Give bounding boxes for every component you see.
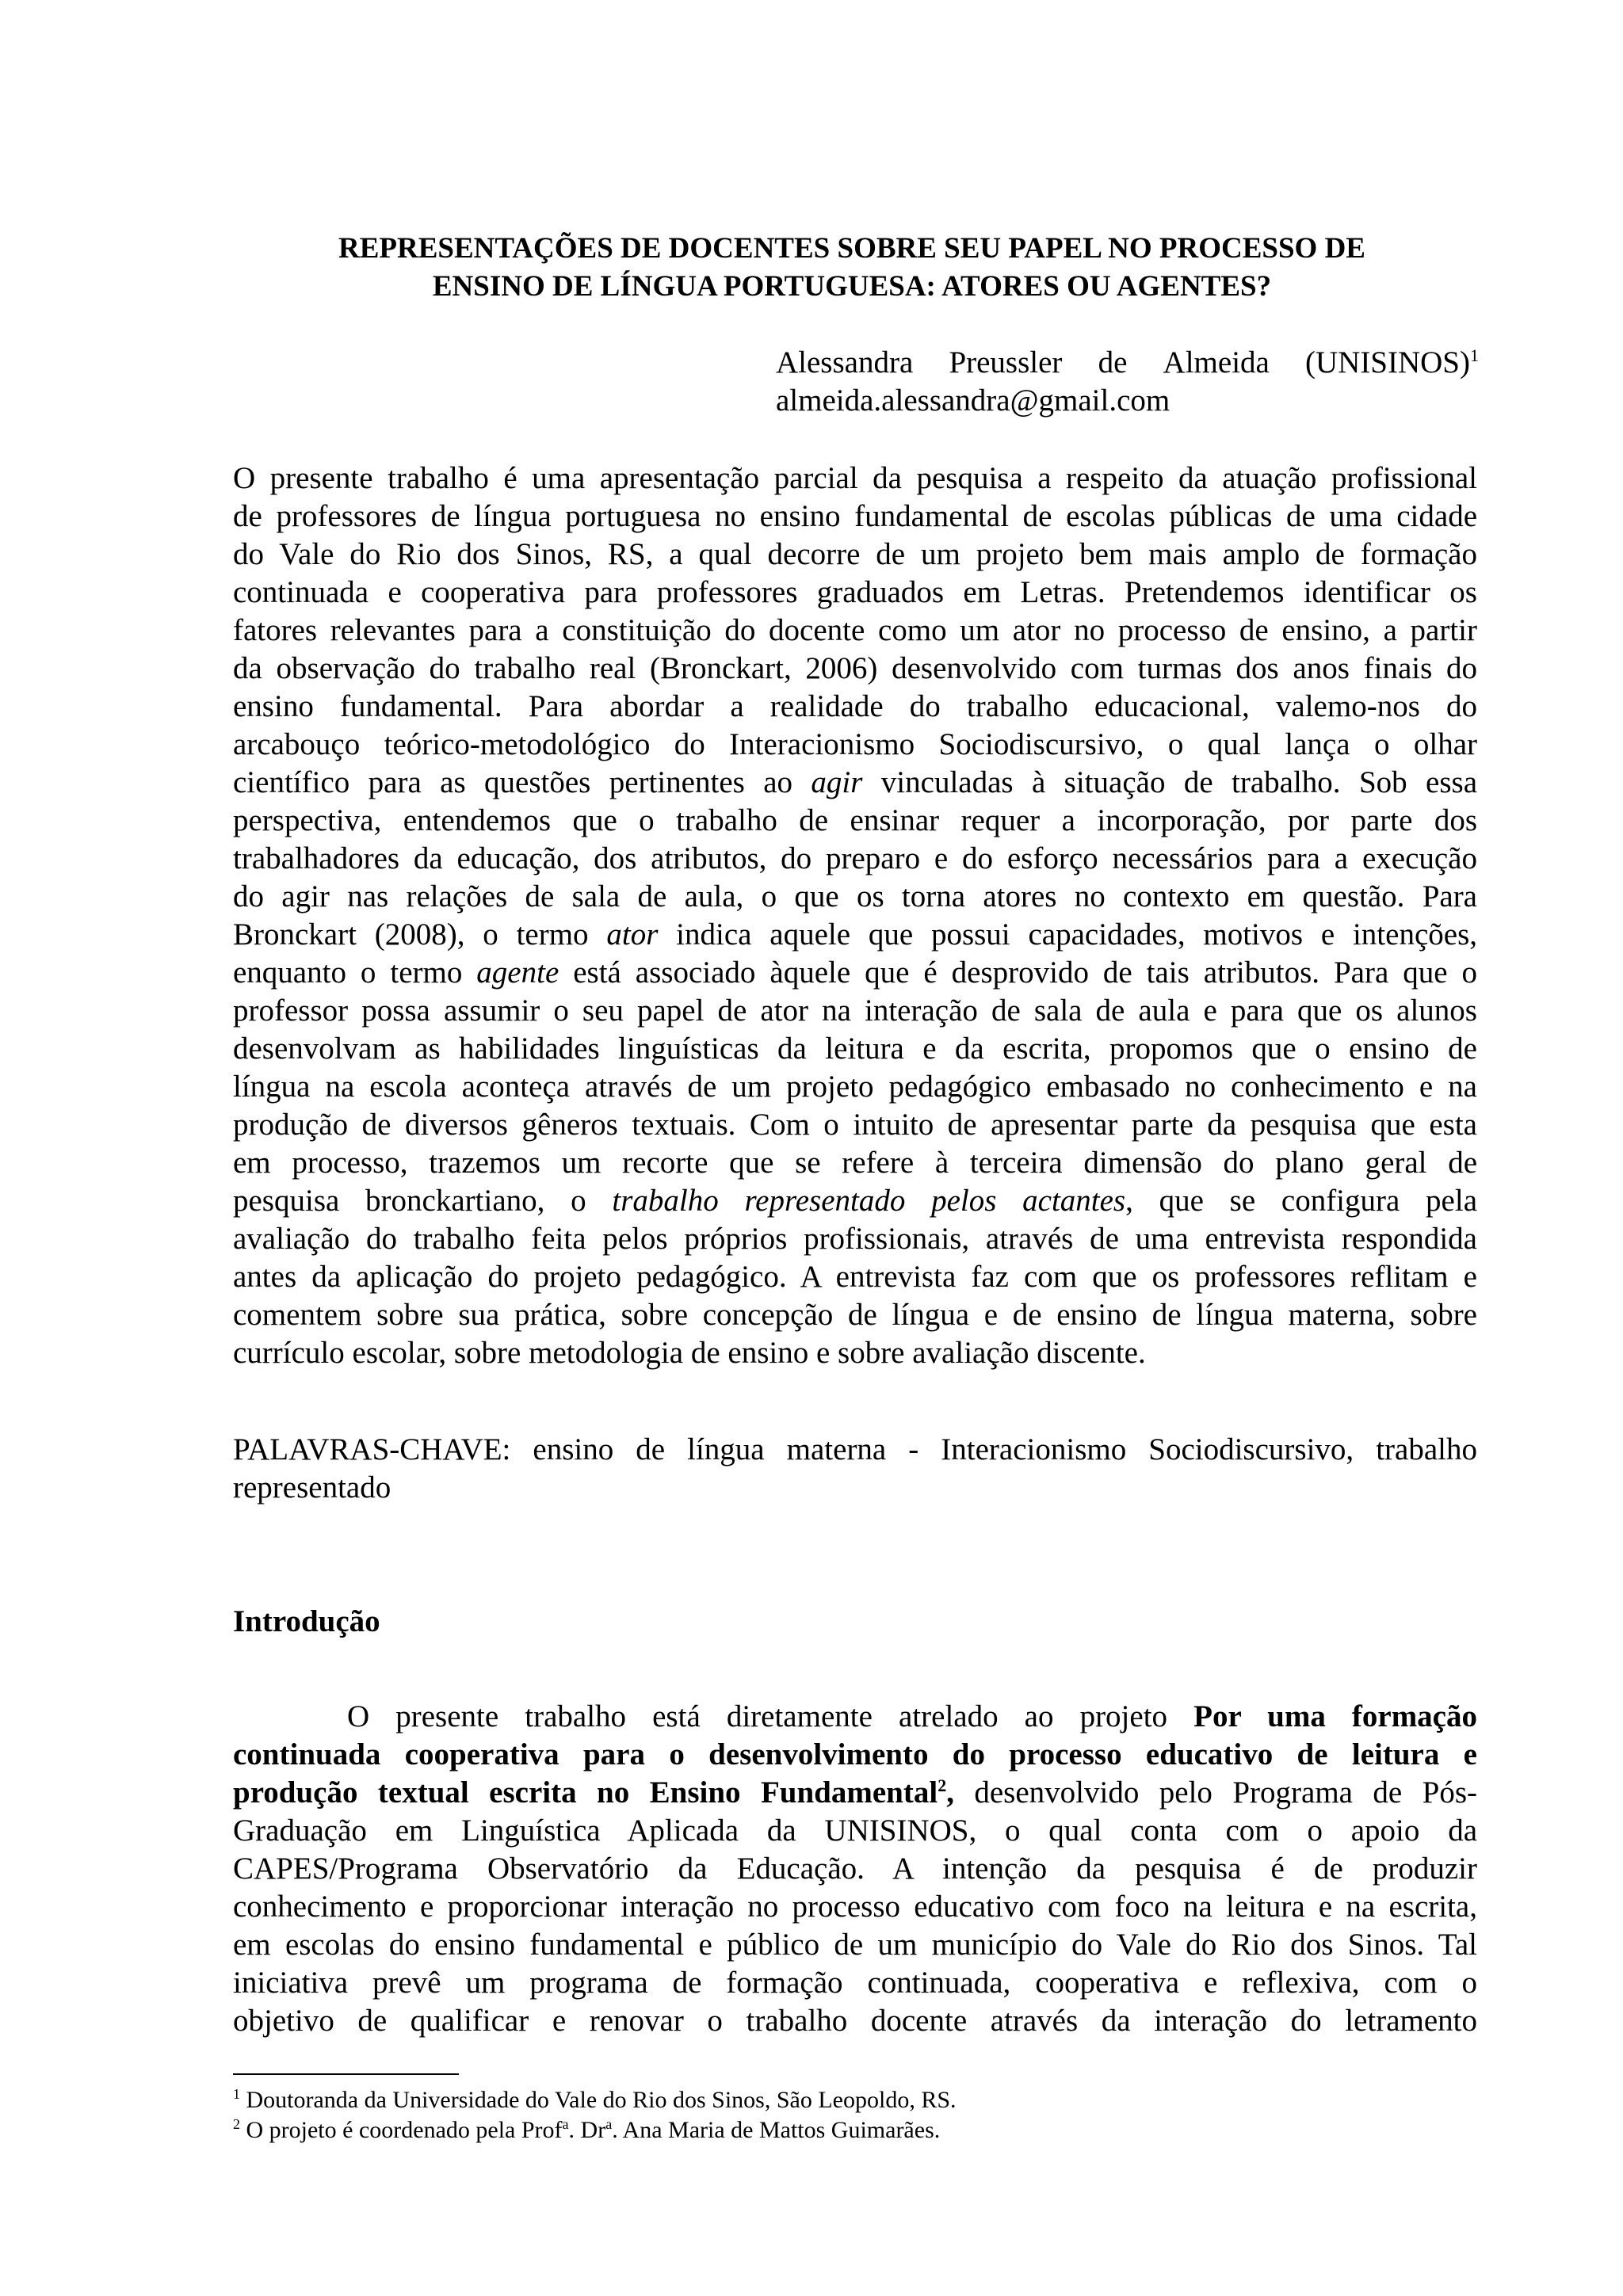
abstract-line: do agir nas relações de sala de aula, o que os torna atores no contexto em questão. Para	[233, 879, 1477, 913]
abstract-line: ensino fundamental. Para abordar a realidade do trabalho educacional, valemo-nos do	[233, 689, 1477, 723]
introduction-body	[233, 1698, 1477, 2040]
author-word: Almeida	[1163, 345, 1270, 379]
intro-line: iniciativa prevê um programa de formação continuada, cooperativa e reflexiva, com o	[233, 1966, 1477, 2000]
abstract-line: fatores relevantes para a constituição do docente como um ator no processo de ensino, a partir	[233, 613, 1477, 647]
italic-term: agente	[476, 955, 559, 990]
keywords	[233, 1431, 1477, 1507]
intro-line: CAPES/Programa Observatório da Educação. A intenção da pesquisa é de produzir	[233, 1852, 1477, 1886]
abstract-line: arcabouço teórico-metodológico do Interacionismo Sociodiscursivo, o qual lança o olhar	[233, 727, 1477, 761]
abstract-line: perspectiva, entendemos que o trabalho de ensinar requer a incorporação, por parte dos	[233, 803, 1477, 837]
abstract-line: do Vale do Rio dos Sinos, RS, a qual decorre de um projeto bem mais amplo de formação	[233, 537, 1477, 571]
author-affiliation: (UNISINOS)$^1$	[1305, 345, 1479, 379]
paper-title-line-1: REPRESENTAÇÕES DE DOCENTES SOBRE SEU PAPEL NO PROCESSO DE	[338, 232, 1365, 265]
keywords-line: PALAVRAS-CHAVE: ensino de língua materna - Interacionismo Sociodiscursivo, trabalho	[233, 1432, 1477, 1466]
abstract-line: científico para as questões pertinentes ao agir vinculadas à situação de trabalho. Sob essa	[233, 765, 1478, 799]
author-name	[776, 344, 1479, 382]
abstract-line: currículo escolar, sobre metodologia de ensino e sobre avaliação discente.	[233, 1336, 1146, 1370]
footnote-1: $^1$ Doutoranda da Universidade do Vale do Rio dos Sinos, São Leopoldo, RS.	[233, 2086, 957, 2113]
author-email: almeida.alessandra@gmail.com	[776, 383, 1170, 418]
abstract-line: pesquisa bronckartiano, o trabalho representado pelos actantes, que se configura pela	[233, 1184, 1478, 1218]
abstract-line: língua na escola aconteça através de um projeto pedagógico embasado no conhecimento e na	[233, 1070, 1477, 1104]
footnotes	[233, 2085, 1477, 2145]
footnote-marker: 1	[233, 2086, 240, 2102]
intro-line	[233, 1736, 1477, 1774]
abstract-line: em processo, trazemos um recorte que se refere à terceira dimensão do plano geral de	[233, 1146, 1477, 1180]
keywords-line: representado	[233, 1470, 391, 1505]
footnote-marker: 1	[1470, 345, 1479, 365]
footnote-2: $^2$ O projeto é coordenado pela Prof$^a$. Dr$^a$. Ana Maria de Mattos Guimarães.	[233, 2116, 941, 2143]
section-heading-introduction: Introdução	[233, 1604, 380, 1638]
author-block	[776, 344, 1479, 420]
author-word: Preussler	[949, 345, 1063, 379]
abstract-line: continuada e cooperativa para professores graduados em Letras. Pretendemos identificar os	[233, 575, 1477, 609]
abstract-line: O presente trabalho é uma apresentação parcial da pesquisa a respeito da atuação profissional	[233, 461, 1477, 495]
abstract-line: da observação do trabalho real (Bronckart, 2006) desenvolvido com turmas dos anos finais do	[233, 651, 1477, 685]
italic-term: ator	[606, 917, 659, 952]
intro-line: objetivo de qualificar e renovar o trabalho docente através da interação do letramento	[233, 2004, 1477, 2038]
abstract-line: produção de diversos gêneros textuais. Com o intuito de apresentar parte da pesquisa que esta	[233, 1108, 1477, 1142]
abstract-line: comentem sobre sua prática, sobre concepção de língua e de ensino de língua materna, sobre	[233, 1298, 1477, 1332]
abstract-line: enquanto o termo agente está associado àquele que é desprovido de tais atributos. Para que o	[233, 955, 1477, 990]
abstract-line: Bronckart (2008), o termo ator indica aquele que possui capacidades, motivos e intenções,	[233, 917, 1478, 952]
footnote-marker: 2	[938, 1775, 947, 1795]
project-title: continuada cooperativa para o desenvolvimento do processo educativo de leitura e	[233, 1737, 1477, 1772]
paper-title-line-2: ENSINO DE LÍNGUA PORTUGUESA: ATORES OU AGENTES?	[432, 270, 1272, 303]
project-title: Por uma formação	[1193, 1699, 1477, 1733]
author-word: Alessandra	[776, 345, 914, 379]
abstract-line: de professores de língua portuguesa no ensino fundamental de escolas públicas de uma cidade	[233, 499, 1477, 533]
italic-term: trabalho representado pelos actantes	[612, 1184, 1126, 1218]
italic-term: agir	[811, 765, 863, 799]
intro-line: Graduação em Linguística Aplicada da UNISINOS, o qual conta com o apoio da	[233, 1814, 1477, 1848]
author-word: de	[1098, 345, 1128, 379]
abstract-line: professor possa assumir o seu papel de ator na interação de sala de aula e para que os alunos	[233, 994, 1477, 1028]
project-title: produção textual escrita no Ensino Fundamental	[233, 1775, 938, 1810]
intro-line: O presente trabalho está diretamente atrelado ao projeto Por uma formação	[347, 1699, 1477, 1733]
intro-line: conhecimento e proporcionar interação no processo educativo com foco na leitura e na escrita,	[233, 1890, 1477, 1924]
intro-line: produção textual escrita no Ensino Fundamental$^2$, desenvolvido pelo Programa de Pós-	[233, 1775, 1477, 1810]
abstract-line: avaliação do trabalho feita pelos próprios profissionais, através de uma entrevista respondida	[233, 1222, 1477, 1256]
paper-title	[230, 230, 1474, 306]
intro-line: em escolas do ensino fundamental e público de um município do Vale do Rio dos Sinos. Tal	[233, 1928, 1477, 1962]
abstract-line: antes da aplicação do projeto pedagógico. A entrevista faz com que os professores reflitam e	[233, 1260, 1477, 1294]
footnote-marker: 2	[233, 2116, 240, 2132]
footnote-separator	[233, 2073, 459, 2075]
abstract-line: desenvolvam as habilidades linguísticas da leitura e da escrita, propomos que o ensino de	[233, 1032, 1477, 1066]
abstract	[233, 460, 1477, 1372]
abstract-line: trabalhadores da educação, dos atributos, do preparo e do esforço necessários para a execução	[233, 841, 1477, 875]
